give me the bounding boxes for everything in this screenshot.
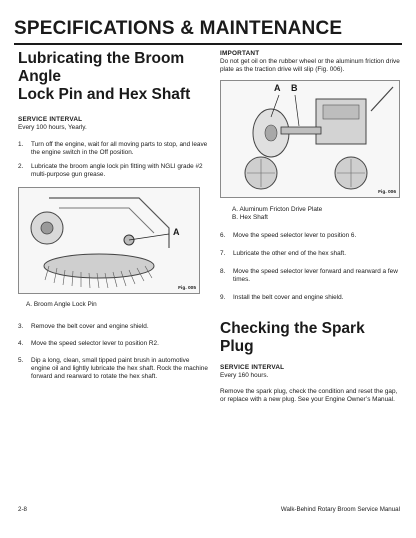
figure-broom-angle-lock-pin [18, 187, 200, 294]
step-text: Dip a long, clean, small tipped paint brush in automotive engine oil and lightly lubricate the hex shaft. Rock the machine forward and rearward to rotate the hex shaft. [31, 357, 208, 380]
step-number: 6. [220, 232, 226, 239]
spark-plug-text: Remove the spark plug, check the condition and reset the gap, or replace with a new plug. See your Engine Owner’s Manual. [220, 388, 398, 403]
step-8 [220, 268, 400, 284]
step-5 [18, 357, 208, 381]
step-9 [220, 294, 400, 302]
header-rule [14, 43, 402, 45]
step-text: Move the speed selector lever forward and rearward a few times. [233, 268, 398, 283]
step-1 [18, 141, 208, 157]
important-text: Do not get oil on the rubber wheel or the aluminum friction drive plate as the traction drive will slip (Fig. 006). [220, 58, 400, 73]
step-text: Turn off the engine, wait for all moving parts to stop, and leave the engine switch in the Off position. [31, 141, 208, 156]
step-number: 4. [18, 340, 24, 347]
figure-hex-shaft [220, 80, 400, 198]
step-number: 3. [18, 323, 24, 330]
figure-caption: Fig. 005 [178, 286, 196, 291]
step-number: 5. [18, 357, 24, 364]
section-title-spark-plug: Checking the Spark Plug [220, 320, 365, 355]
step-text: Move the speed selector lever to position 6. [233, 232, 357, 239]
right-column [220, 50, 400, 404]
left-column [18, 50, 208, 387]
figure-callout-a: A [173, 227, 180, 237]
section-title-lubricating [18, 50, 208, 104]
figure-legend: A. Broom Angle Lock Pin [26, 301, 97, 308]
step-text: Lubricate the broom angle lock pin fitting with NGLI grade #2 multi-purpose gun grease. [31, 163, 203, 178]
step-3 [18, 323, 208, 331]
step-4 [18, 340, 208, 348]
page-title: SPECIFICATIONS & MAINTENANCE [14, 18, 343, 39]
figure-legend-a: A. Aluminum Fricton Drive Plate [232, 206, 323, 213]
step-number: 7. [220, 250, 226, 257]
service-interval-label: SERVICE INTERVAL [220, 364, 285, 371]
drive-drawing-illustration [221, 81, 399, 197]
service-interval-value: Every 160 hours. [220, 372, 269, 379]
page-header [14, 18, 402, 45]
figure-legend-b: B. Hex Shaft [232, 214, 268, 221]
step-number: 8. [220, 268, 226, 275]
step-text: Lubricate the other end of the hex shaft. [233, 250, 346, 257]
step-text: Remove the belt cover and engine shield. [31, 323, 149, 330]
step-text: Install the belt cover and engine shield. [233, 294, 344, 301]
service-interval-value: Every 100 hours, Yearly. [18, 124, 87, 131]
step-2 [18, 163, 208, 179]
step-number: 1. [18, 141, 24, 148]
page-number: 2-8 [18, 506, 27, 513]
step-number: 9. [220, 294, 226, 301]
figure-callout-b: B [291, 83, 298, 93]
figure-callout-a: A [274, 83, 281, 93]
broom-drawing-illustration [19, 188, 199, 293]
figure-caption: Fig. 006 [378, 190, 396, 195]
service-interval-label: SERVICE INTERVAL [18, 116, 83, 123]
section-title-line-1: Lubricating the Broom Angle [18, 50, 185, 85]
manual-title: Walk-Behind Rotary Broom Service Manual [280, 506, 400, 513]
step-text: Move the speed selector lever to position R2. [31, 340, 159, 347]
step-number: 2. [18, 163, 24, 170]
important-label: IMPORTANT [220, 50, 260, 57]
section-title-line-2: Lock Pin and Hex Shaft [18, 86, 191, 103]
step-6 [220, 232, 400, 240]
step-7 [220, 250, 400, 258]
